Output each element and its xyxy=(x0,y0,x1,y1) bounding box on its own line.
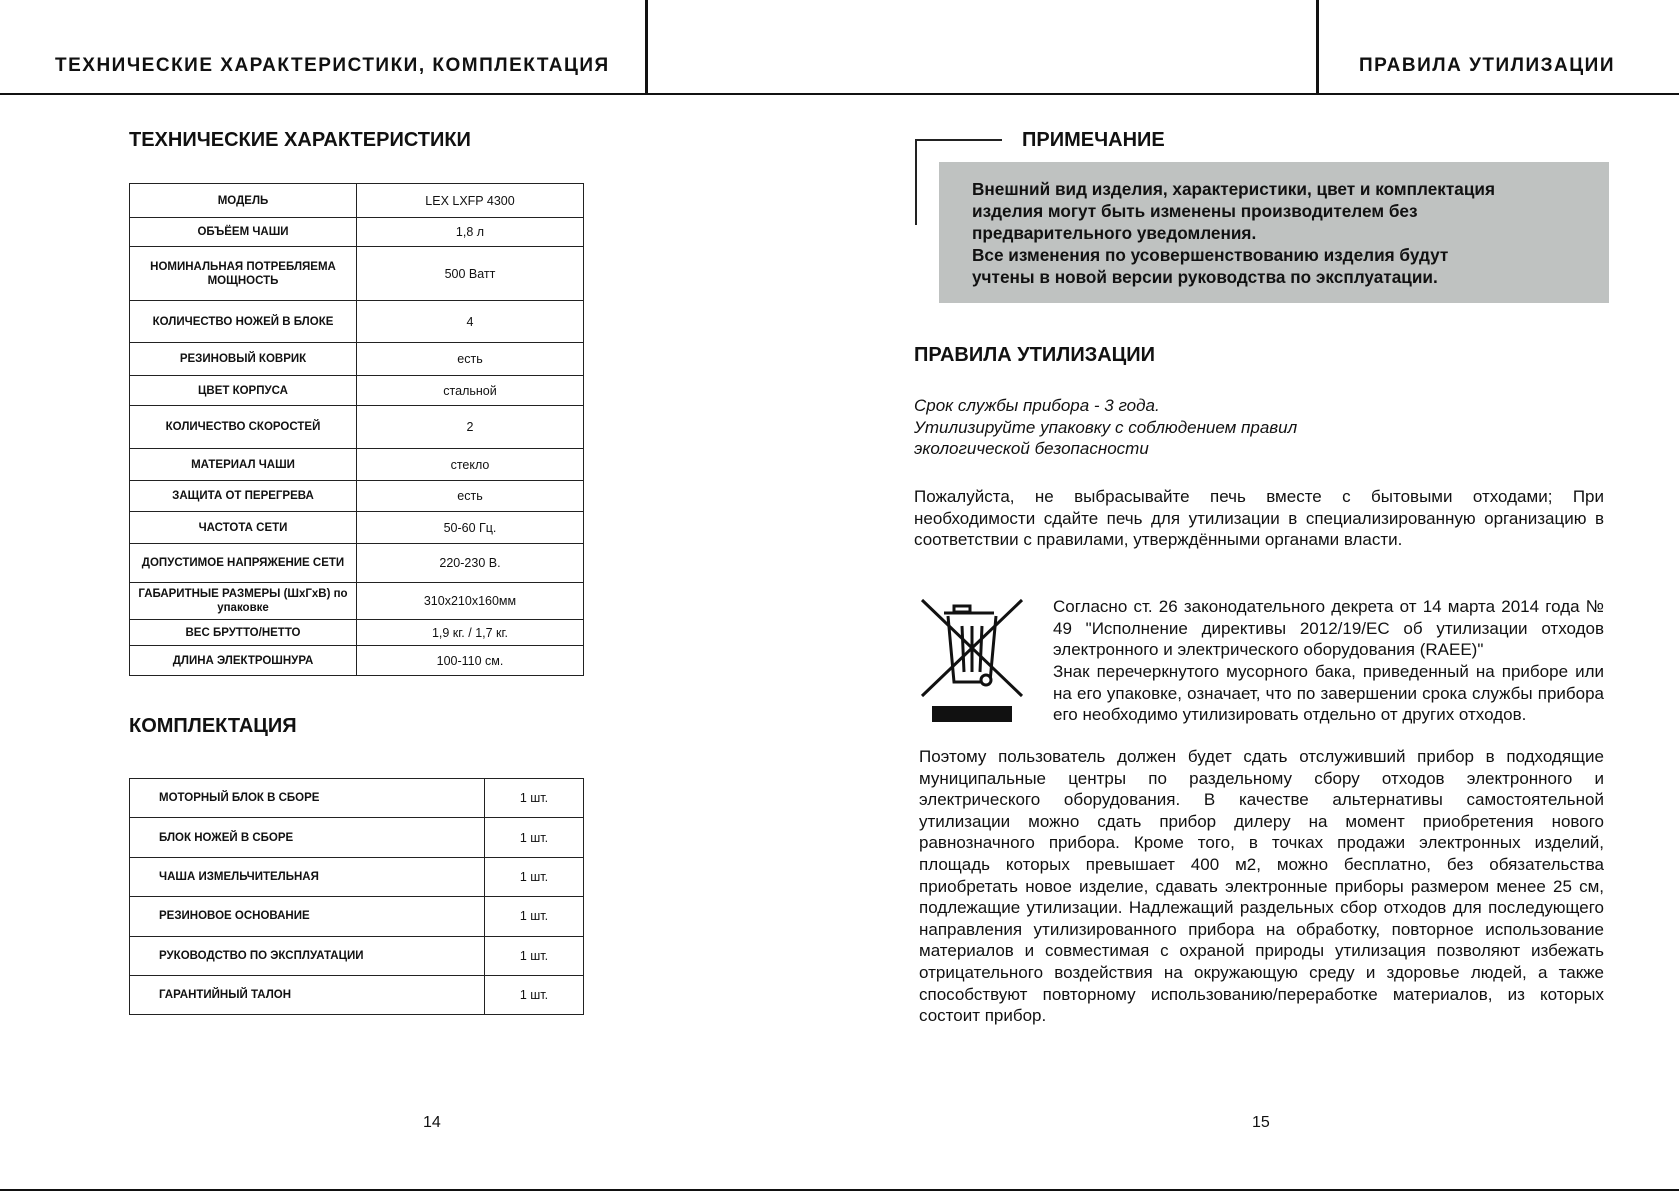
italic-line: экологической безопасности xyxy=(914,439,1149,458)
header-left-title: ТЕХНИЧЕСКИЕ ХАРАКТЕРИСТИКИ, КОМПЛЕКТАЦИЯ xyxy=(55,55,610,76)
crossed-bin-icon xyxy=(918,596,1026,726)
kit-row xyxy=(130,975,584,1014)
page-number-left: 14 xyxy=(423,1114,441,1131)
page-number-right: 15 xyxy=(1252,1114,1270,1131)
kit-row xyxy=(130,857,584,896)
note-box xyxy=(939,162,1609,303)
note-line: Внешний вид изделия, характеристики, цвет и комплектация xyxy=(972,179,1496,199)
specs-heading: ТЕХНИЧЕСКИЕ ХАРАКТЕРИСТИКИ xyxy=(129,129,471,151)
spec-row xyxy=(130,218,584,247)
italic-line: Утилизируйте упаковку с соблюдением правил xyxy=(914,417,1298,437)
spec-value: 220-230 В. xyxy=(357,544,584,583)
kit-item: РУКОВОДСТВО ПО ЭКСПЛУАТАЦИИ xyxy=(130,936,485,975)
kit-quantity: 1 шт. xyxy=(485,897,584,936)
spec-row xyxy=(130,646,584,676)
kit-quantity: 1 шт. xyxy=(485,779,584,818)
specs-table xyxy=(129,183,584,676)
kit-item: БЛОК НОЖЕЙ В СБОРЕ xyxy=(130,818,485,857)
spec-value: 50-60 Гц. xyxy=(357,512,584,544)
spec-value: LEX LXFP 4300 xyxy=(357,184,584,218)
spec-key: ЗАЩИТА ОТ ПЕРЕГРЕВА xyxy=(130,481,357,512)
spec-value: 500 Ватт xyxy=(357,247,584,301)
kit-quantity: 1 шт. xyxy=(485,818,584,857)
kit-quantity: 1 шт. xyxy=(485,936,584,975)
disposal-paragraph-3: Знак перечеркнутого мусорного бака, приведенный на приборе или на его упаковке, означает, что по завершении срока службы прибора его необходимо утилизировать отдельно от других отходов. xyxy=(1053,662,1604,725)
spec-row xyxy=(130,449,584,481)
italic-line: Срок службы прибора - 3 года. xyxy=(914,396,1160,415)
spec-value: 100-110 см. xyxy=(357,646,584,676)
spec-key: КОЛИЧЕСТВО СКОРОСТЕЙ xyxy=(130,406,357,449)
kit-table xyxy=(129,778,584,1015)
spec-row xyxy=(130,376,584,406)
spec-key: ОБЪЁЕМ ЧАШИ xyxy=(130,218,357,247)
spec-row xyxy=(130,184,584,218)
disposal-heading: ПРАВИЛА УТИЛИЗАЦИИ xyxy=(914,344,1156,366)
spec-value: 310x210x160мм xyxy=(357,583,584,620)
kit-row xyxy=(130,818,584,857)
spec-value: 1,8 л xyxy=(357,218,584,247)
kit-item: РЕЗИНОВОЕ ОСНОВАНИЕ xyxy=(130,897,485,936)
header-divider-left xyxy=(645,0,648,94)
spec-value: 1,9 кг. / 1,7 кг. xyxy=(357,620,584,646)
spec-row xyxy=(130,583,584,620)
kit-item: МОТОРНЫЙ БЛОК В СБОРЕ xyxy=(130,779,485,818)
kit-item: ЧАША ИЗМЕЛЬЧИТЕЛЬНАЯ xyxy=(130,857,485,896)
spec-value: стальной xyxy=(357,376,584,406)
spec-value: стекло xyxy=(357,449,584,481)
kit-row xyxy=(130,936,584,975)
kit-heading: КОМПЛЕКТАЦИЯ xyxy=(129,715,297,737)
spec-key: ЦВЕТ КОРПУСА xyxy=(130,376,357,406)
spec-key: ВЕС БРУТТО/НЕТТО xyxy=(130,620,357,646)
spec-value: 4 xyxy=(357,301,584,343)
bottom-rule xyxy=(0,1189,1679,1191)
spec-key: МАТЕРИАЛ ЧАШИ xyxy=(130,449,357,481)
spec-key: МОДЕЛЬ xyxy=(130,184,357,218)
header-right-title: ПРАВИЛА УТИЛИЗАЦИИ xyxy=(1359,55,1615,76)
spec-row xyxy=(130,343,584,376)
header-divider-right xyxy=(1316,0,1319,94)
spec-key: ДЛИНА ЭЛЕКТРОШНУРА xyxy=(130,646,357,676)
spec-key: РЕЗИНОВЫЙ КОВРИК xyxy=(130,343,357,376)
note-corner-side xyxy=(915,139,917,225)
note-line: предварительного уведомления. xyxy=(972,223,1257,243)
spec-key: КОЛИЧЕСТВО НОЖЕЙ В БЛОКЕ xyxy=(130,301,357,343)
disposal-paragraph-2: Согласно ст. 26 законодательного декрета от 14 марта 2014 года № 49 "Исполнение директивы 2012/19/EC об утилизации отходов электронного и электрического оборудования (RAEE)" xyxy=(1053,597,1604,660)
spec-value: 2 xyxy=(357,406,584,449)
spec-row xyxy=(130,620,584,646)
spec-key: ГАБАРИТНЫЕ РАЗМЕРЫ (ШхГхВ) по упаковке xyxy=(130,583,357,620)
disposal-paragraph-1: Пожалуйста, не выбрасывайте печь вместе с бытовыми отходами; При необходимости сдайте печь для утилизации в специализированную организацию в соответствии с правилами, утверждёнными органами власти. xyxy=(914,487,1604,550)
spec-key: ЧАСТОТА СЕТИ xyxy=(130,512,357,544)
spec-key: НОМИНАЛЬНАЯ ПОТРЕБЛЯЕМА МОЩНОСТЬ xyxy=(130,247,357,301)
spec-value: есть xyxy=(357,343,584,376)
note-heading: ПРИМЕЧАНИЕ xyxy=(1022,129,1165,151)
spec-key: ДОПУСТИМОЕ НАПРЯЖЕНИЕ СЕТИ xyxy=(130,544,357,583)
note-line: изделия могут быть изменены производителем без xyxy=(972,201,1418,221)
spec-row xyxy=(130,544,584,583)
kit-row xyxy=(130,779,584,818)
spec-row xyxy=(130,301,584,343)
spec-row xyxy=(130,481,584,512)
spec-row xyxy=(130,406,584,449)
kit-row xyxy=(130,897,584,936)
kit-quantity: 1 шт. xyxy=(485,975,584,1014)
spec-row xyxy=(130,512,584,544)
note-line: Все изменения по усовершенствованию изделия будут xyxy=(972,245,1449,265)
header-rule xyxy=(0,93,1679,95)
service-life-note xyxy=(914,395,1297,460)
kit-quantity: 1 шт. xyxy=(485,857,584,896)
kit-item: ГАРАНТИЙНЫЙ ТАЛОН xyxy=(130,975,485,1014)
spec-value: есть xyxy=(357,481,584,512)
note-line: учтены в новой версии руководства по эксплуатации. xyxy=(972,267,1438,287)
spec-row xyxy=(130,247,584,301)
note-corner-top xyxy=(915,139,1002,141)
disposal-paragraph-4: Поэтому пользователь должен будет сдать отслуживший прибор в подходящие муниципальные центры по раздельному сбору отходов электронного и электрического оборудования. В качестве альтернативы самостоятельной утилизации можно сдать прибор дилеру на момент приобретения нового равнозначного прибора. Кроме того, в точках продажи электронных изделий, площадь которых превышает 400 м2, можно бесплатно, без обязательства приобретать новое изделие, сдавать электронные приборы размером менее 25 см, подлежащие утилизации. Надлежащий раздельных сбор отходов для последующего направления утилизированного прибора на обработку, повторное использование материалов и совместимая с охраной природы утилизация позволяют избежать отрицательного воздействия на окружающую среду и здоровье людей, а также способствуют повторному использованию/переработке материалов, из которых состоит прибор. xyxy=(919,747,1604,1026)
